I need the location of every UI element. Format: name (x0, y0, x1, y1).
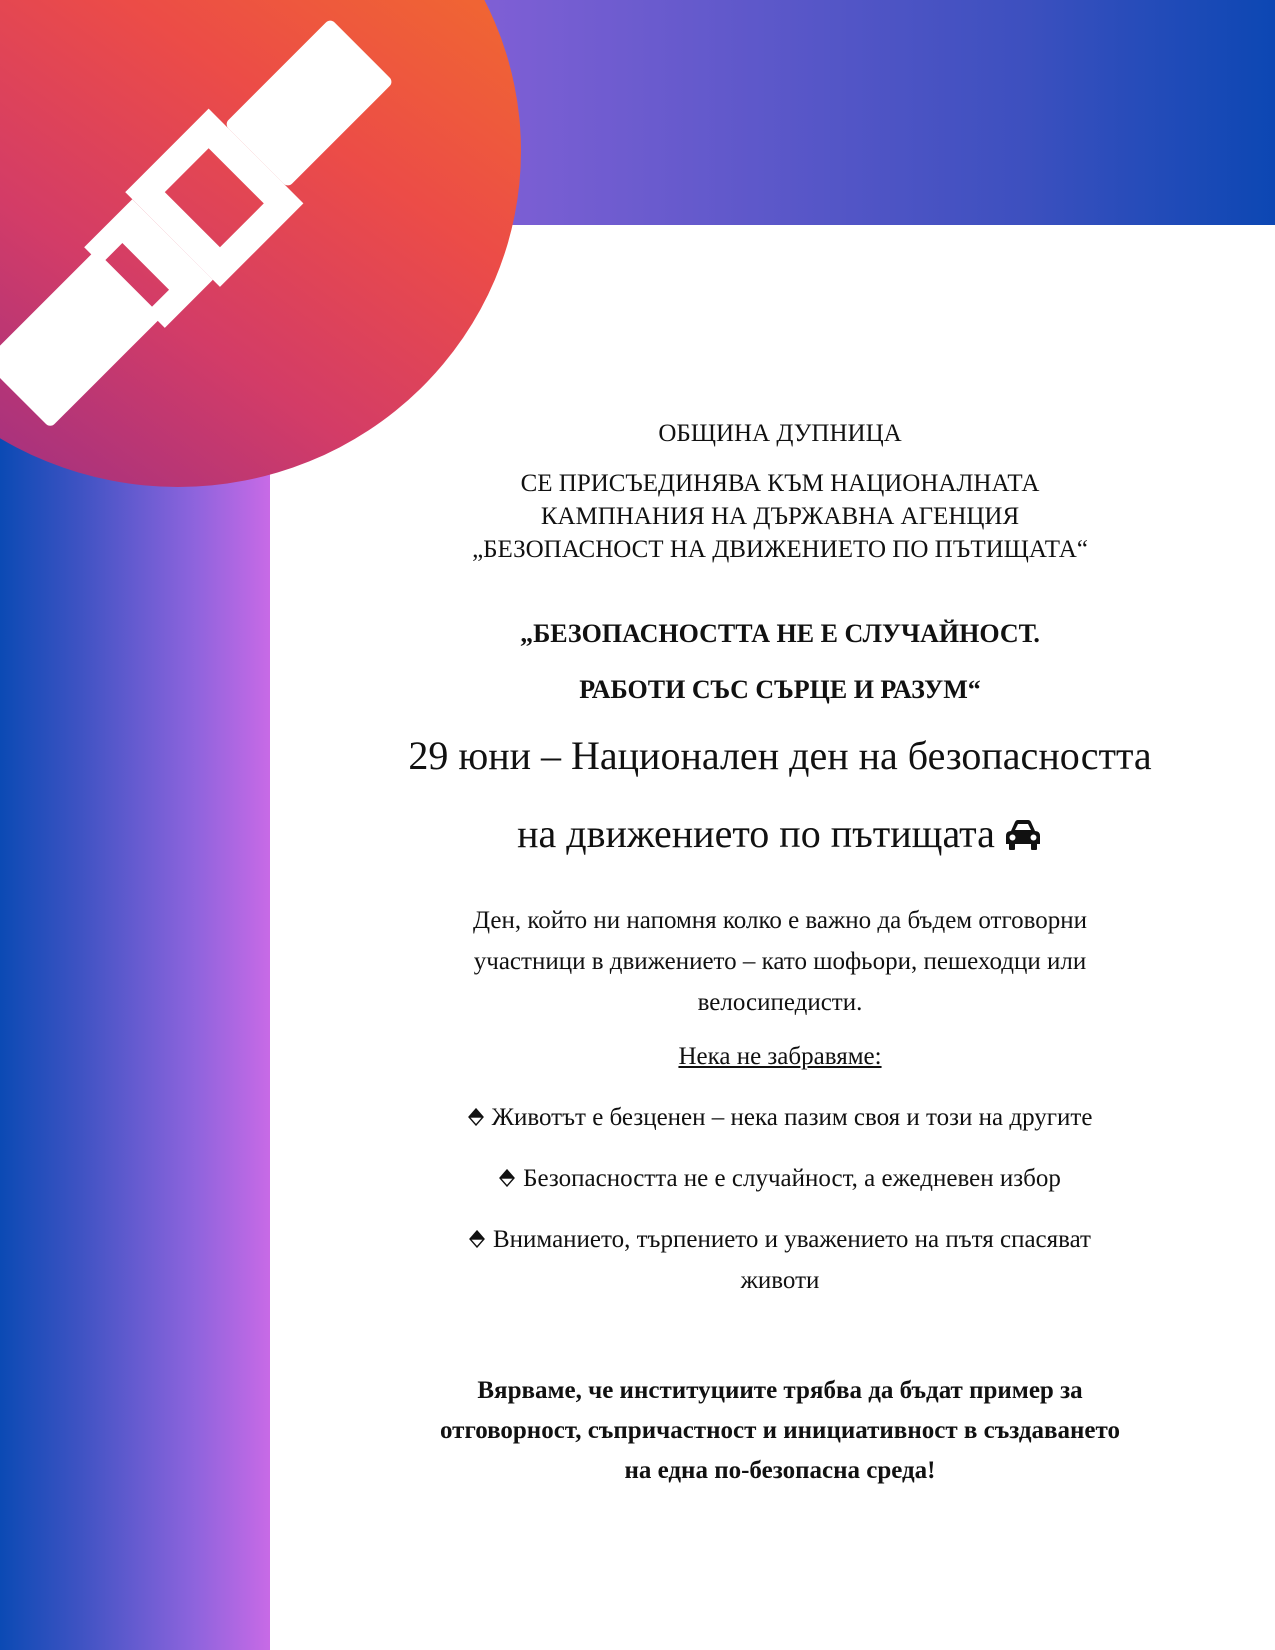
bullet-text: Животът е безценен – нека пазим своя и този на другите (491, 1104, 1093, 1131)
bullet-text: Вниманието, търпението и уважението на пътя спасяват (493, 1226, 1091, 1253)
campaign-line: „БЕЗОПАСНОСТ НА ДВИЖЕНИЕТО ПО ПЪТИЩАТА“ (472, 536, 1088, 563)
slogan-line-2: РАБОТИ СЪС СЪРЦЕ И РАЗУМ“ (579, 675, 981, 704)
bullet-text-continuation: животи (740, 1267, 820, 1294)
closing-line: отговорност, съпричастност и инициативност в създаването (440, 1417, 1120, 1444)
car-icon (1003, 819, 1043, 851)
diamond-bullet-icon (499, 1169, 515, 1187)
intro-line: участници в движението – като шофьори, пешеходци или (473, 948, 1087, 975)
campaign-statement (330, 467, 1230, 566)
remember-heading: Нека не забравяме: (678, 1043, 882, 1070)
remember-heading-wrap (330, 1040, 1230, 1073)
bullet-item (330, 1097, 1230, 1138)
closing-line: Вярваме, че институциите трябва да бъдат пример за (477, 1377, 1083, 1404)
day-title-line-1: 29 юни – Национален ден на безопасността (408, 733, 1152, 778)
intro-paragraph (330, 900, 1230, 1023)
slogan-line-1: „БЕЗОПАСНОСТТА НЕ Е СЛУЧАЙНОСТ. (520, 619, 1040, 648)
bullet-text: Безопасността не е случайност, а ежедневен избор (523, 1165, 1061, 1192)
day-title-text: на движението по пътищата (517, 811, 995, 856)
diamond-bullet-icon (469, 1230, 485, 1248)
diamond-bullet-icon (468, 1108, 484, 1126)
poster-content (330, 400, 1230, 1491)
day-title-line-2 (330, 810, 1230, 858)
intro-line: велосипедисти. (697, 989, 863, 1016)
organization-name: ОБЩИНА ДУПНИЦА (658, 420, 902, 447)
campaign-line: СЕ ПРИСЪЕДИНЯВА КЪМ НАЦИОНАЛНАТА (520, 470, 1040, 497)
campaign-line: КАМПНАНИЯ НА ДЪРЖАВНА АГЕНЦИЯ (540, 503, 1020, 530)
bullet-item (330, 1219, 1230, 1301)
closing-statement (330, 1371, 1230, 1491)
intro-line: Ден, който ни напомня колко е важно да бъдем отговорни (472, 907, 1087, 934)
bullet-item (330, 1158, 1230, 1199)
closing-line: на една по-безопасна среда! (624, 1457, 936, 1484)
